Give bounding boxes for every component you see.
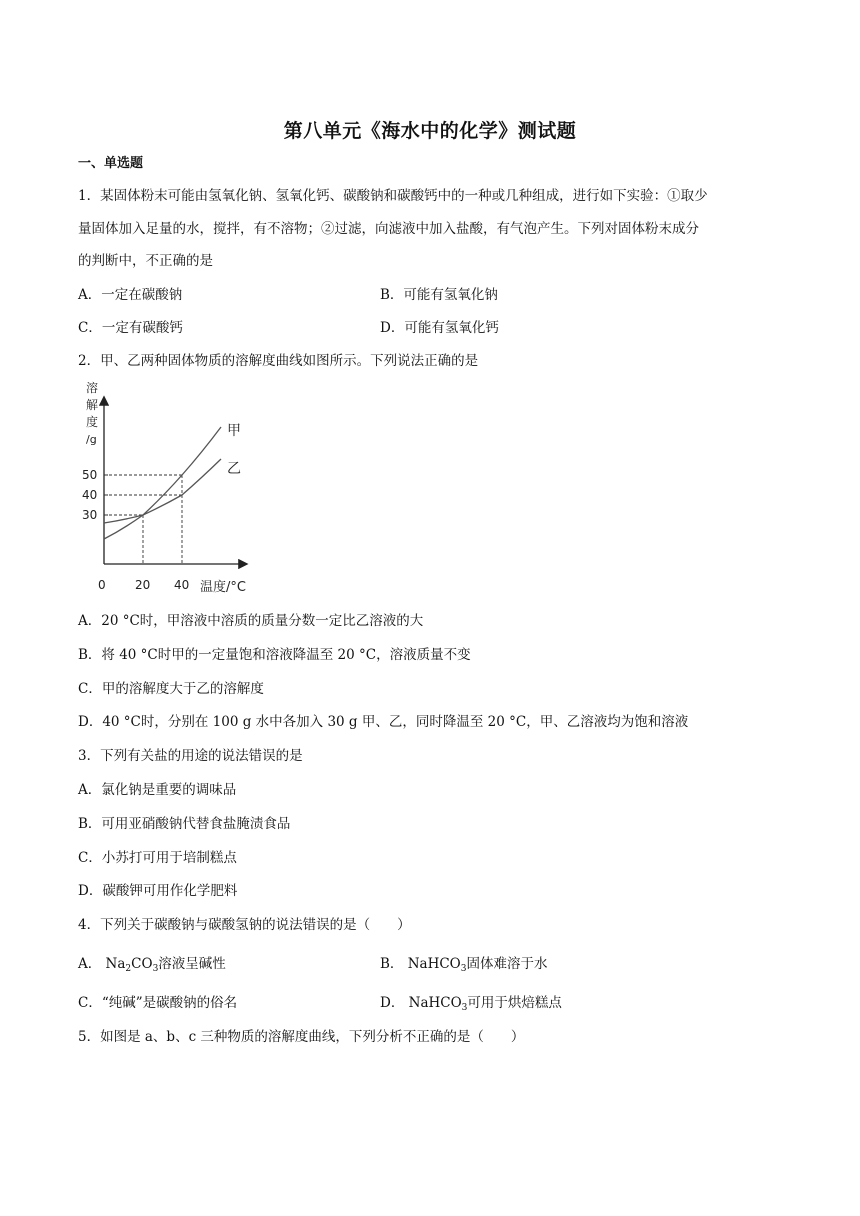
- x-tick-0: 0: [98, 578, 106, 592]
- q1-line-1: 1．某固体粉末可能由氢氧化钠、氢氧化钙、碳酸钠和碳酸钙中的一种或几种组成，进行如下实验：①取少: [78, 188, 708, 204]
- y-tick-30: 30: [82, 508, 98, 522]
- section-heading: 一、单选题: [78, 156, 144, 171]
- q1-line-2: 量固体加入足量的水，搅拌，有不溶物；②过滤，向滤液中加入盐酸，有气泡产生。下列对固体粉末成分: [78, 221, 699, 237]
- q1-option-a: A．一定在碳酸钠: [78, 287, 183, 303]
- series-label-乙: 乙: [227, 461, 241, 477]
- q4-option-d: D． NaHCO$_3$可用于烘焙糕点: [380, 995, 562, 1013]
- q2-option-d: D．40 °C时，分别在 100 g 水中各加入 30 g 甲、乙，同时降温至 20 °C，甲、乙溶液均为饱和溶液: [78, 714, 689, 730]
- q1-option-d: D．可能有氢氧化钙: [380, 320, 499, 336]
- x-tick-40: 40: [174, 578, 190, 592]
- series-line-甲: [104, 427, 221, 539]
- y-tick-40: 40: [82, 488, 98, 502]
- q2-stem: 2．甲、乙两种固体物质的溶解度曲线如图所示。下列说法正确的是: [78, 353, 479, 369]
- q4-option-c: C．“纯碱”是碳酸钠的俗名: [78, 995, 238, 1011]
- q3-option-d: D．碳酸钾可用作化学肥料: [78, 883, 238, 899]
- q3-option-c: C．小苏打可用于培制糕点: [78, 850, 237, 866]
- q3-option-b: B．可用亚硝酸钠代替食盐腌渍食品: [78, 816, 291, 832]
- q3-stem: 3．下列有关盐的用途的说法错误的是: [78, 748, 303, 764]
- x-tick-20: 20: [135, 578, 151, 592]
- q4-option-a: A． $Na_2CO_3$溶液呈碱性: [78, 956, 226, 974]
- q5-stem: 5．如图是 a、b、c 三种物质的溶解度曲线，下列分析不正确的是（ ）: [78, 1029, 525, 1045]
- x-axis-label: 温度/°C: [200, 580, 246, 595]
- q2-option-b: B．将 40 °C时甲的一定量饱和溶液降温至 20 °C，溶液质量不变: [78, 647, 471, 663]
- q1-line-3: 的判断中，不正确的是: [78, 253, 213, 269]
- y-tick-50: 50: [82, 468, 98, 482]
- q2-option-c: C．甲的溶解度大于乙的溶解度: [78, 681, 264, 697]
- solubility-chart: [80, 380, 260, 595]
- page-title: 第八单元《海水中的化学》测试题: [283, 120, 577, 142]
- q2-option-a: A．20 °C时，甲溶液中溶质的质量分数一定比乙溶液的大: [78, 613, 424, 629]
- series-label-甲: 甲: [227, 423, 241, 439]
- y-axis-label: 溶 解 度 /g: [86, 381, 99, 446]
- q4-stem: 4．下列关于碳酸钠与碳酸氢钠的说法错误的是（ ）: [78, 917, 411, 933]
- q1-option-b: B．可能有氢氧化钠: [380, 287, 498, 303]
- q1-option-c: C．一定有碳酸钙: [78, 320, 183, 336]
- q3-option-a: A．氯化钠是重要的调味品: [78, 782, 237, 798]
- series-line-乙: [104, 459, 221, 523]
- q4-option-b: B． NaHCO$_3$固体难溶于水: [380, 956, 548, 974]
